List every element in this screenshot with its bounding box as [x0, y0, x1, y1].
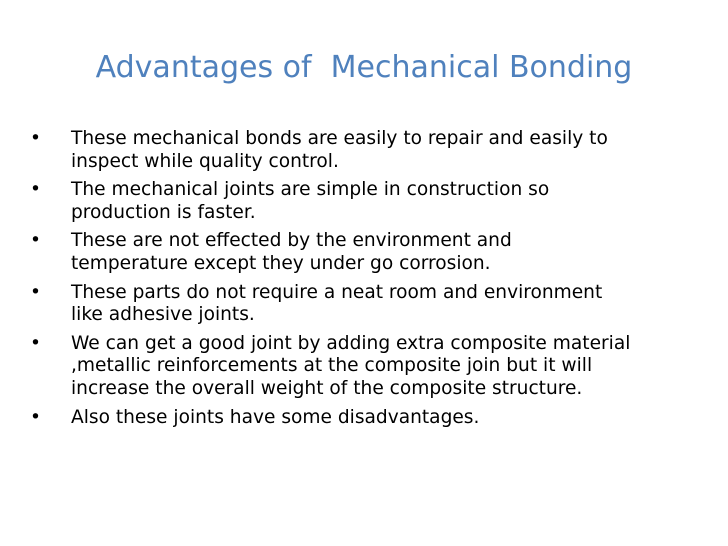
bullet-item: [27, 128, 717, 173]
bullet-icon: •: [30, 281, 41, 303]
bullet-item: [27, 179, 717, 224]
bullet-icon: •: [30, 128, 41, 149]
bullet-line: The mechanical joints are simple in construction so: [71, 179, 550, 201]
bullet-line: Also these joints have some disadvantages.: [71, 406, 480, 428]
bullet-icon: •: [30, 230, 41, 252]
bullet-item: [27, 282, 717, 327]
bullet-icon: •: [30, 179, 41, 201]
bullet-line: inspect while quality control.: [71, 150, 339, 172]
bullet-list: [27, 128, 717, 435]
bullet-line: These mechanical bonds are easily to repair and easily to: [71, 128, 608, 149]
bullet-item: [27, 230, 717, 275]
slide-title: Advantages of Mechanical Bonding: [95, 50, 633, 85]
bullet-icon: •: [30, 332, 41, 354]
bullet-line: temperature except they under go corrosion.: [71, 252, 491, 274]
bullet-line: production is faster.: [71, 201, 256, 223]
bullet-line: These parts do not require a neat room and environment: [71, 281, 603, 303]
bullet-line: We can get a good joint by adding extra composite material: [71, 332, 631, 354]
bullet-item: [27, 333, 717, 401]
bullet-icon: •: [30, 406, 41, 428]
bullet-line: These are not effected by the environment and: [71, 230, 512, 252]
bullet-line: increase the overall weight of the composite structure.: [71, 377, 583, 399]
bullet-item: [27, 407, 717, 430]
bullet-line: like adhesive joints.: [71, 304, 255, 326]
bullet-line: ,metallic reinforcements at the composite join but it will: [71, 355, 593, 377]
